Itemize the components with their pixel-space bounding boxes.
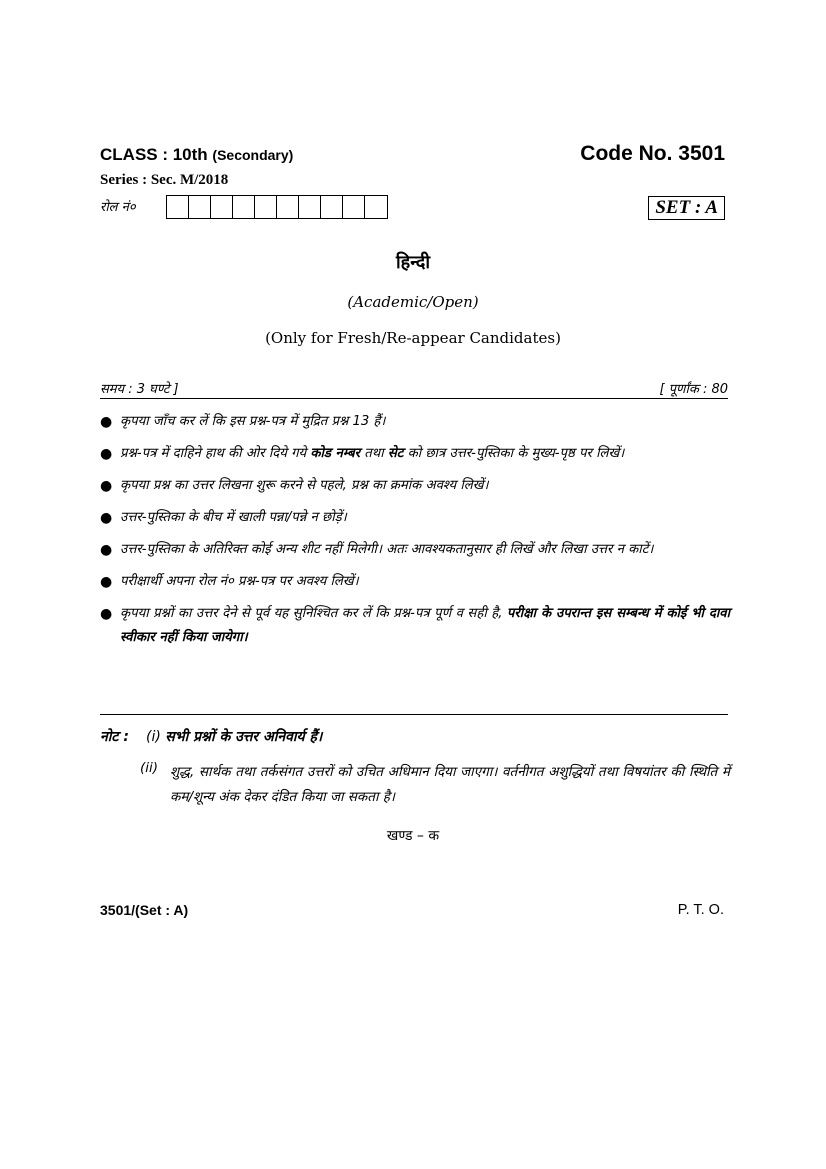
instructions-list (100, 410, 730, 658)
instruction-item: ● कृपया प्रश्न का उत्तर लिखना शुरू करने से पहले, प्रश्न का क्रमांक अवश्य लिखें। (100, 474, 730, 498)
class-label-sub: (Secondary) (212, 147, 294, 163)
roll-number-boxes[interactable] (166, 195, 388, 219)
max-marks: [ पूर्णांक : 80 (659, 382, 728, 397)
bullet-icon: ● (100, 414, 113, 430)
note-item-2-text: शुद्ध, सार्थक तथा तर्कसंगत उत्तरों को उचित अधिमान दिया जाएगा। वर्तनीगत अशुद्धियों तथा विषयांतर की स्थिति में कम/शून्य अंक देकर दंडित किया जा सकता है। (170, 764, 730, 805)
roll-number-box[interactable] (233, 196, 255, 218)
bullet-icon: ● (100, 446, 113, 462)
note-item-1-text: सभी प्रश्नों के उत्तर अनिवार्य हैं। (165, 729, 323, 745)
footer-code: 3501/(Set : A) (100, 902, 189, 918)
divider (100, 398, 728, 399)
instruction-item: ● परीक्षार्थी अपना रोल नं० प्रश्न-पत्र पर अवश्य लिखें। (100, 570, 730, 594)
class-label-main: CLASS : 10th (100, 145, 208, 164)
divider (100, 714, 728, 715)
bullet-icon: ● (100, 510, 113, 526)
bullet-icon: ● (100, 606, 113, 622)
subject-title: हिन्दी (395, 252, 430, 273)
note-item-2-number: (ii) (140, 760, 159, 776)
bullet-icon: ● (100, 542, 113, 558)
section-heading: खण्ड – क (386, 828, 440, 844)
roll-number-box[interactable] (211, 196, 233, 218)
roll-number-box[interactable] (365, 196, 387, 218)
roll-number-box[interactable] (167, 196, 189, 218)
instruction-item: ● उत्तर-पुस्तिका के अतिरिक्त कोई अन्य शीट नहीं मिलेगी। अतः आवश्यकतानुसार ही लिखें और लिखा उत्तर न काटें। (100, 538, 730, 562)
candidates-label: (Only for Fresh/Re-appear Candidates) (265, 329, 561, 347)
note-item-1 (146, 727, 322, 746)
pto-label: P. T. O. (677, 902, 724, 918)
roll-number-box[interactable] (189, 196, 211, 218)
time-allowed: समय : 3 घण्टे ] (100, 382, 179, 397)
instruction-item: ● उत्तर-पुस्तिका के बीच में खाली पन्ना/पन्ने न छोड़ें। (100, 506, 730, 530)
bullet-icon: ● (100, 478, 113, 494)
roll-number-box[interactable] (299, 196, 321, 218)
roll-number-label: रोल नं० (100, 200, 136, 215)
instruction-item: ● प्रश्न-पत्र में दाहिने हाथ की ओर दिये गये कोड नम्बर तथा सेट को छात्र उत्तर-पुस्तिका के मुख्य-पृष्ठ पर लिखें। (100, 442, 730, 466)
instruction-item: ● कृपया जाँच कर लें कि इस प्रश्न-पत्र में मुद्रित प्रश्न 13 हैं। (100, 410, 730, 434)
bullet-icon: ● (100, 574, 113, 590)
stream-label: (Academic/Open) (347, 293, 479, 311)
roll-number-box[interactable] (255, 196, 277, 218)
roll-number-box[interactable] (277, 196, 299, 218)
class-label (100, 145, 293, 165)
note-item-1-number: (i) (146, 729, 161, 745)
note-title: नोट : (100, 729, 129, 745)
instruction-item: ● कृपया प्रश्नों का उत्तर देने से पूर्व यह सुनिश्चित कर लें कि प्रश्न-पत्र पूर्ण व सही है, परीक्षा के उपरान्त इस सम्बन्ध में कोई भी दावा स्वीकार नहीं किया जायेगा। (100, 602, 730, 650)
code-number: Code No. 3501 (580, 142, 725, 165)
roll-number-box[interactable] (321, 196, 343, 218)
roll-number-box[interactable] (343, 196, 365, 218)
set-badge: SET : A (648, 196, 725, 220)
series-label: Series : Sec. M/2018 (100, 172, 229, 188)
